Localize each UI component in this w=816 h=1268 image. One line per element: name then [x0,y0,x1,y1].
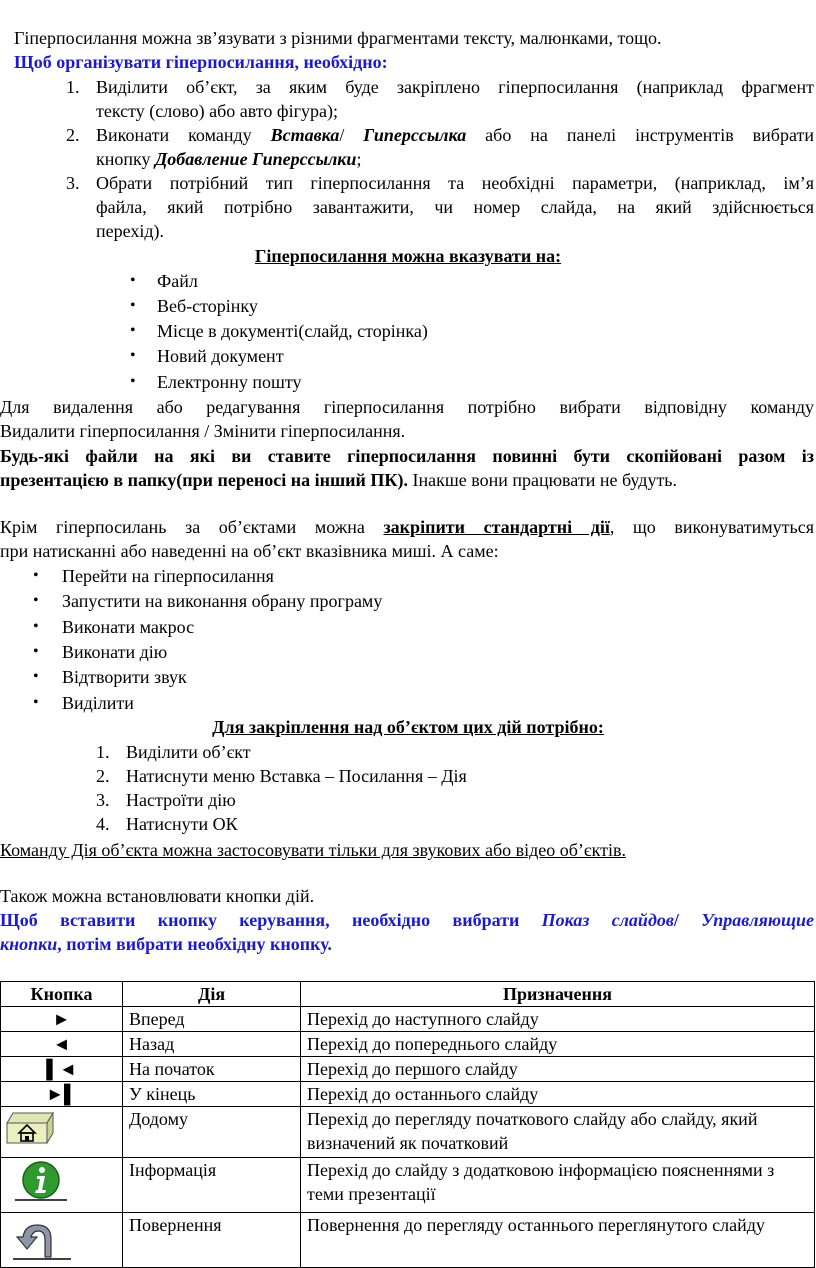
list-item: Файл [157,271,198,291]
step-text: перехід). [96,221,165,241]
step-number: 4. [96,814,110,834]
action-note: Команду Дія об’єкта можна застосовувати тільки для звукових або відео об’єктів. [0,840,627,860]
home-icon [1,1107,61,1151]
bullet-icon: • [33,618,39,635]
step-text: Виділити об’єкт, за яким буде закріплено гіперпосилання (наприклад фрагмент [96,77,814,97]
list-item: Новий документ [157,346,284,366]
step-number: 1. [66,77,80,97]
menu-insert: Вставка [270,125,340,145]
step-text: Настроїти дію [126,790,236,810]
table-row [1,1213,815,1268]
table-row [1,1082,815,1107]
delete-edit-paragraph: Для видалення або редагування гіперпосилання потрібно вибрати відповідну команду [0,397,814,417]
list-item: Перейти на гіперпосилання [62,566,274,586]
bullet-icon: • [33,592,39,609]
step-text: Виконати команду Вставка/ Гиперссылка або на панелі інструментів вибрати [96,125,814,145]
step-text: тексту (слово) або авто фігура); [96,101,338,121]
standard-actions-paragraph: Крім гіперпосилань за об’єктами можна закріпити стандартні дії, що виконуватимуться [0,517,814,537]
step-number: 3. [66,173,80,193]
list-item: Місце в документі(слайд, сторінка) [157,321,428,341]
end-button-symbol: ►▌ [1,1082,123,1107]
return-button-cell [1,1213,123,1268]
action-buttons-table [0,981,815,1268]
heading-attach-actions: Для закріплення над об’єктом цих дій потрібно: [212,717,604,737]
table-header: Дія [123,982,301,1007]
table-cell-action: Додому [123,1107,301,1158]
bullet-icon: • [33,567,39,584]
return-icon [1,1213,81,1261]
info-button-cell [1,1158,123,1213]
standard-actions-paragraph: при натисканні або наведенні на об’єкт вказівника миші. А саме: [0,541,499,561]
step-text: Натиснути меню Вставка – Посилання – Дія [126,766,467,786]
intro-paragraph: Гіперпосилання можна зв’язувати з різними фрагментами тексту, малюнками, тощо. [14,28,662,48]
table-header: Кнопка [1,982,123,1007]
table-row [1,1057,815,1082]
table-cell-action: На початок [123,1057,301,1082]
home-button-cell [1,1107,123,1158]
table-cell-purpose: Перехід до попереднього слайду [301,1032,815,1057]
bullet-icon: • [130,373,136,390]
table-cell-purpose: Повернення до перегляду останнього переглянутого слайду [301,1213,815,1268]
step-text: Виділити об’єкт [126,742,251,762]
beginning-button-symbol: ▌◄ [1,1057,123,1082]
list-item: Виконати макрос [62,617,195,637]
step-text: кнопку Добавление Гиперссылки; [96,149,362,169]
table-cell-purpose: Перехід до першого слайду [301,1057,815,1082]
table-row [1,1032,815,1057]
table-row [1,1158,815,1213]
list-item: Виконати дію [62,642,168,662]
bullet-icon: • [130,322,136,339]
bullet-icon: • [130,297,136,314]
list-item: Веб-сторінку [157,296,258,316]
action-buttons-paragraph: Також можна встановлювати кнопки дій. [0,886,315,906]
table-cell-action: Інформація [123,1158,301,1213]
table-cell-purpose: Перехід до слайду з додатковою інформацією поясненнями з теми презентації [301,1158,815,1213]
button-add-hyperlink: Добавление Гиперссылки [155,149,357,169]
step-text: файла, який потрібно завантажити, чи номер слайда, на який здійснюється [96,197,814,217]
table-header: Призначення [301,982,815,1007]
bullet-icon: • [33,694,39,711]
bullet-icon: • [33,643,39,660]
table-cell-action: Назад [123,1032,301,1057]
list-item: Електронну пошту [157,372,302,392]
forward-button-symbol: ► [1,1007,123,1032]
table-cell-action: У кінець [123,1082,301,1107]
delete-edit-paragraph: Видалити гіперпосилання / Змінити гіперпосилання. [0,421,406,441]
back-button-symbol: ◄ [1,1032,123,1057]
warning-paragraph: Будь-які файли на які ви ставите гіперпосилання повинні бути скопійовані разом із [0,446,814,466]
table-cell-purpose: Перехід до перегляду початкового слайду або слайду, який визначений як початковий [301,1107,815,1158]
step-text: Натиснути ОК [126,814,238,834]
step-number: 1. [96,742,110,762]
bullet-icon: • [33,668,39,685]
list-item: Запустити на виконання обрану програму [62,591,383,611]
step-number: 2. [96,766,110,786]
bullet-icon: • [130,272,136,289]
heading-hyperlink-targets: Гіперпосилання можна вказувати на: [254,246,562,266]
table-cell-action: Вперед [123,1007,301,1032]
list-item: Відтворити звук [62,667,187,687]
insert-control-button-paragraph: кнопки, потім вибрати необхідну кнопку. [0,934,332,954]
table-header-row [1,982,815,1007]
info-icon [1,1158,81,1206]
step-number: 2. [66,125,80,145]
table-cell-purpose: Перехід до наступного слайду [301,1007,815,1032]
bullet-icon: • [130,347,136,364]
table-cell-action: Повернення [123,1213,301,1268]
warning-paragraph: презентацією в папку(при переносі на інший ПК). Інакше вони працювати не будуть. [0,470,678,490]
insert-control-button-paragraph: Щоб вставити кнопку керування, необхідно вибрати Показ слайдов/ Управляющие [0,910,814,930]
step-number: 3. [96,790,110,810]
table-row [1,1107,815,1158]
step-text: Обрати потрібний тип гіперпосилання та необхідні параметри, (наприклад, ім’я [96,173,814,193]
table-row [1,1007,815,1032]
table-cell-purpose: Перехід до останнього слайду [301,1082,815,1107]
heading-organize-hyperlink: Щоб організувати гіперпосилання, необхідно: [14,52,388,72]
list-item: Виділити [62,693,134,713]
menu-hyperlink: Гиперссылка [363,125,467,145]
